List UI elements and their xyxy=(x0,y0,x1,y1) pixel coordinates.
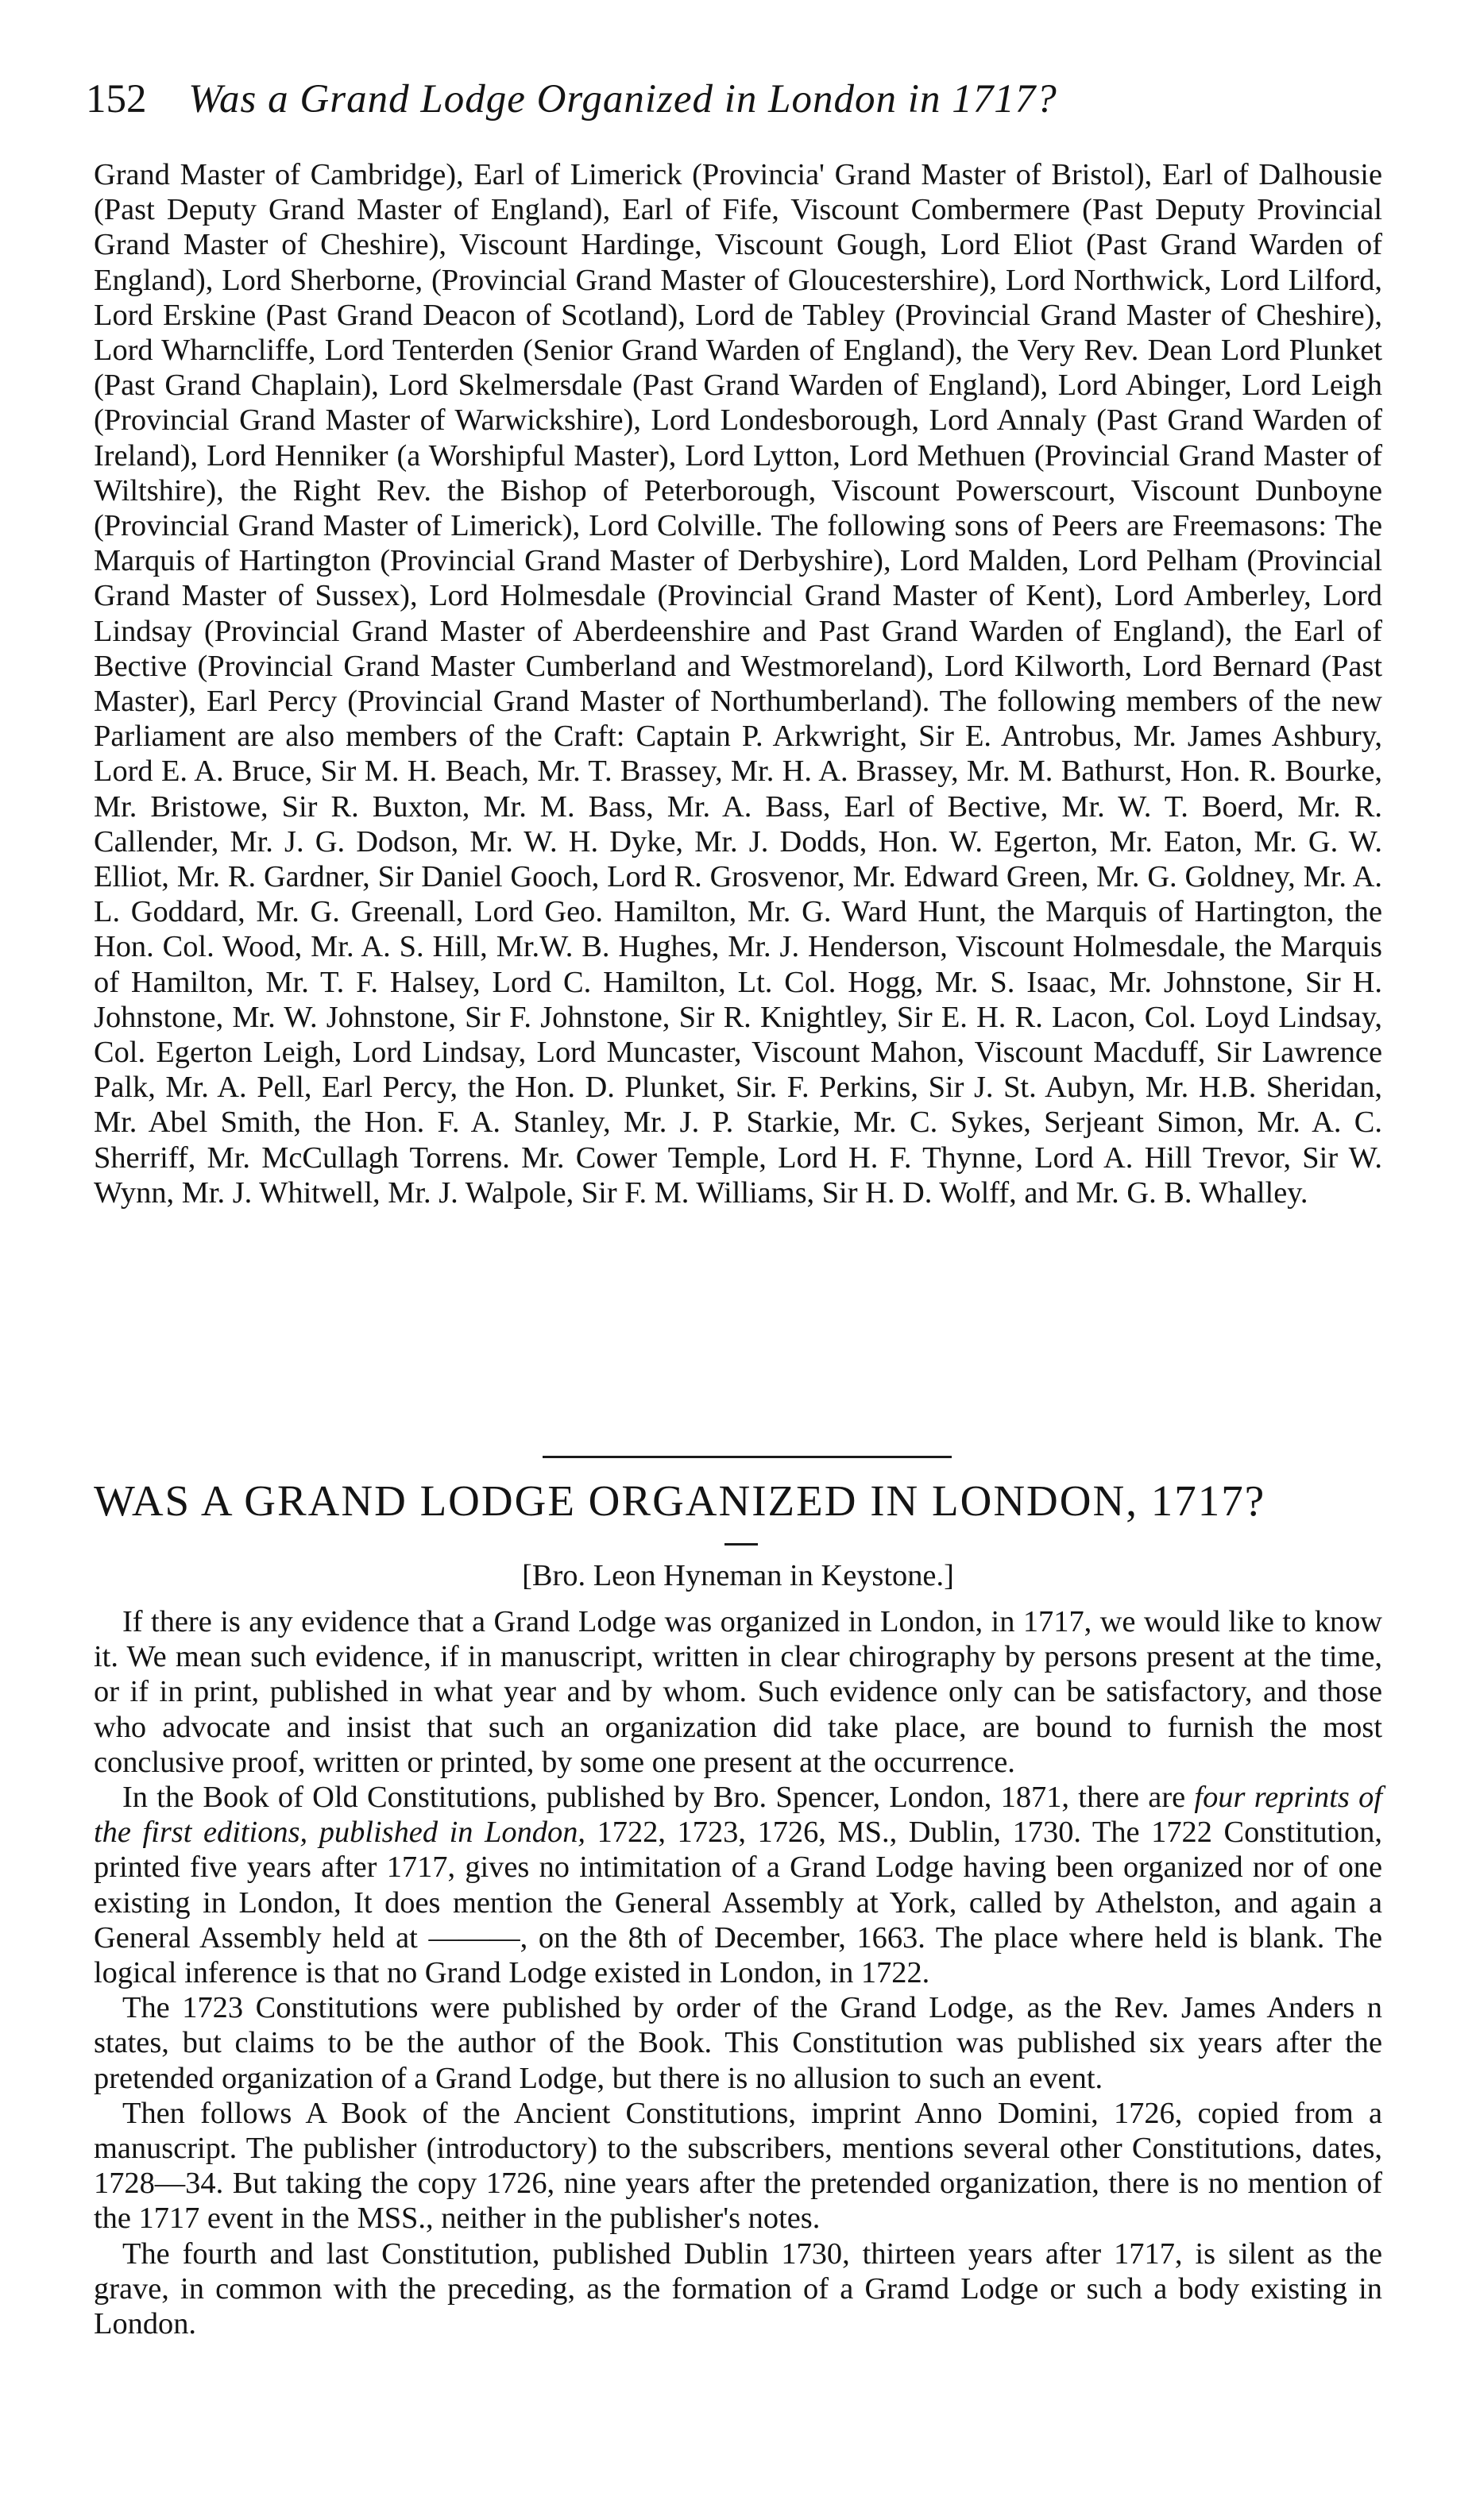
article-paragraph-5: The fourth and last Constitution, published Dublin 1730, thirteen years after 1717, is silent as the grave, in common with the preceding, as the formation of a Gramd Lodge or such a body existing in London. xyxy=(94,2236,1382,2341)
paragraph-2-italic-text: four reprints of the first editions, published in London, xyxy=(94,1781,1382,1850)
paragraph-2-text-end: 1722, 1723, 1726, MS., Dublin, 1730. The 1722 Constitution, printed five years after 1717, gives no intimitation of a Grand Lodge having been organized nor of one existing in London, It does mention the General Assembly at York, called by Athelston, and again a General Assembly held at ———, on the 8th of December, 1663. The place where held is blank. The logical inference is that no Grand Lodge existed in London, in 1722. xyxy=(94,1816,1382,1990)
section-divider xyxy=(543,1456,952,1458)
article-paragraph-3: The 1723 Constitutions were published by order of the Grand Lodge, as the Rev. James Anders n states, but claims to be the author of the Book. This Constitution was published six years after the pretended organization of a Grand Lodge, but there is no allusion to such an event. xyxy=(94,1991,1382,2095)
article-paragraph-4: Then follows A Book of the Ancient Constitutions, imprint Anno Domini, 1726, copied from a manuscript. The publisher (introductory) to the subscribers, mentions several other Constitutions, dates, 1728—34. But taking the copy 1726, nine years after the pretended organization, there is no mention of the 1717 event in the MSS., neither in the publisher's notes. xyxy=(94,2096,1382,2236)
paragraph-2-text-start: In the Book of Old Constitutions, published by Bro. Spencer, London, 1871, there are xyxy=(122,1781,1195,1815)
running-head xyxy=(86,76,1389,132)
title-rule xyxy=(724,1543,758,1546)
article-body xyxy=(94,1604,1382,2341)
article-byline: [Bro. Leon Hyneman in Keystone.] xyxy=(522,1559,954,1592)
running-head-title: Was a Grand Lodge Organized in London in 1717? xyxy=(188,77,1057,122)
article-title: WAS A GRAND LODGE ORGANIZED IN LONDON, 1717? xyxy=(94,1476,1266,1525)
article-paragraph-2 xyxy=(94,1780,1382,1990)
continued-paragraph: Grand Master of Cambridge), Earl of Limerick (Provincia' Grand Master of Bristol), Earl of Dalhousie (Past Deputy Grand Master of England), Earl of Fife, Viscount Combermere (Past Deputy Provincial Grand Master of Cheshire), Viscount Hardinge, Viscount Gough, Lord Eliot (Past Grand Warden of England), Lord Sherborne, (Provincial Grand Master of Gloucestershire), Lord Northwick, Lord Lilford, Lord Erskine (Past Grand Deacon of Scotland), Lord de Tabley (Provincial Grand Master of Cheshire), Lord Wharncliffe, Lord Tenterden (Senior Grand Warden of England), the Very Rev. Dean Lord Plunket (Past Grand Chaplain), Lord Skelmersdale (Past Grand Warden of England), Lord Abinger, Lord Leigh (Provincial Grand Master of Warwickshire), Lord Londesborough, Lord Annaly (Past Grand Warden of Ireland), Lord Henniker (a Worshipful Master), Lord Lytton, Lord Methuen (Provincial Grand Master of Wiltshire), the Right Rev. the Bishop of Peterborough, Viscount Powerscourt, Viscount Dunboyne (Provincial Grand Master of Limerick), Lord Colville. The following sons of Peers are Freemasons: The Marquis of Hartington (Provincial Grand Master of Derbyshire), Lord Malden, Lord Pelham (Provincial Grand Master of Sussex), Lord Holmesdale (Provincial Grand Master of Kent), Lord Amberley, Lord Lindsay (Provincial Grand Master of Aberdeenshire and Past Grand Warden of England), the Earl of Bective (Provincial Grand Master Cumberland and Westmoreland), Lord Kilworth, Lord Bernard (Past Master), Earl Percy (Provincial Grand Master of Northumberland). The following members of the new Parliament are also members of the Craft: Captain P. Arkwright, Sir E. Antrobus, Mr. James Ashbury, Lord E. A. Bruce, Sir M. H. Beach, Mr. T. Brassey, Mr. H. A. Brassey, Mr. M. Bathurst, Hon. R. Bourke, Mr. Bristowe, Sir R. Buxton, Mr. M. Bass, Mr. A. Bass, Earl of Bective, Mr. W. T. Boerd, Mr. R. Callender, Mr. J. G. Dodson, Mr. W. H. Dyke, Mr. J. Dodds, Hon. W. Egerton, Mr. Eaton, Mr. G. W. Elliot, Mr. R. Gardner, Sir Daniel Gooch, Lord R. Grosvenor, Mr. Edward Green, Mr. G. Goldney, Mr. A. L. Goddard, Mr. G. Greenall, Lord Geo. Hamilton, Mr. G. Ward Hunt, the Marquis of Hartington, the Hon. Col. Wood, Mr. A. S. Hill, Mr.W. B. Hughes, Mr. J. Henderson, Viscount Holmesdale, the Marquis of Hamilton, Mr. T. F. Halsey, Lord C. Hamilton, Lt. Col. Hogg, Mr. S. Isaac, Mr. Johnstone, Sir H. Johnstone, Mr. W. Johnstone, Sir F. Johnstone, Sir R. Knightley, Sir E. H. R. Lacon, Col. Loyd Lindsay, Col. Egerton Leigh, Lord Lindsay, Lord Muncaster, Viscount Mahon, Viscount Macduff, Sir Lawrence Palk, Mr. A. Pell, Earl Percy, the Hon. D. Plunket, Sir. F. Perkins, Sir J. St. Aubyn, Mr. H.B. Sheridan, Mr. Abel Smith, the Hon. F. A. Stanley, Mr. J. P. Starkie, Mr. C. Sykes, Serjeant Simon, Mr. A. C. Sherriff, Mr. McCullagh Torrens. Mr. Cower Temple, Lord H. F. Thynne, Lord A. Hill Trevor, Sir W. Wynn, Mr. J. Whitwell, Mr. J. Walpole, Sir F. M. Williams, Sir H. D. Wolff, and Mr. G. B. Whalley. xyxy=(94,158,1382,1210)
article-paragraph-1: If there is any evidence that a Grand Lodge was organized in London, in 1717, we would like to know it. We mean such evidence, if in manuscript, written in clear chirography by persons present at the time, or if in print, published in what year and by whom. Such evidence only can be satisfactory, and those who advocate and insist that such an organization did take place, are bound to furnish the most conclusive proof, written or printed, by some one present at the occurrence. xyxy=(94,1605,1382,1779)
page-number: 152 xyxy=(86,77,147,122)
